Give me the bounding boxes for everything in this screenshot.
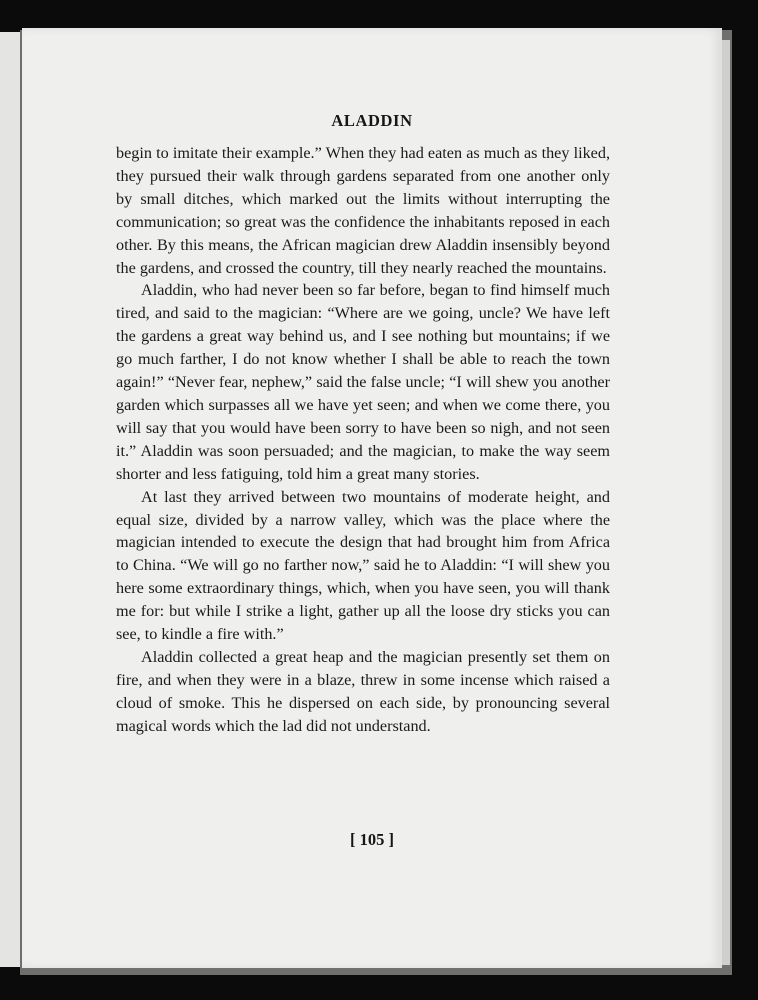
paragraph-1: begin to imitate their example.” When they had eaten as much as they liked, they pursued their walk through gardens separated from one another only by small ditches, which marked out the limits without interrupting the communication; so great was the confidence the inhabitants reposed in each other. By this means, the African magician drew Aladdin insensibly beyond the gardens, and crossed the country, till they nearly reached the mountains.: [116, 144, 610, 277]
page-number: [ 105 ]: [350, 830, 394, 849]
paragraph-2: Aladdin, who had never been so far before, began to find himself much tired, and said to the magician: “Where are we going, uncle? We have left the gardens a great way behind us, and I see nothing but mountains; if we go much farther, I do not know whether I shall be able to reach the town again!” “Never fear, nephew,” said the false uncle; “I will shew you another garden which surpasses all we have yet seen; and when we come there, you will say that you would have been sorry to have been so nigh, and not seen it.” Aladdin was soon persuaded; and the magician, to make the way seem shorter and less fatiguing, told him a great many stories.: [116, 281, 610, 483]
paragraph-4: Aladdin collected a great heap and the magician presently set them on fire, and when they were in a blaze, threw in some incense which raised a cloud of smoke. This he dispersed on each side, by pronouncing several magical words which the lad did not understand.: [116, 647, 610, 735]
body-text: [116, 142, 610, 738]
paragraph-3: At last they arrived between two mountains of moderate height, and equal size, divided by a narrow valley, which was the place where the magician intended to execute the design that had brought him from Africa to China. “We will go no farther now,” said he to Aladdin: “I will shew you here some extraordinary things, which, when you have seen, you will thank me for: but while I strike a light, gather up all the loose dry sticks you can see, to kindle a fire with.”: [116, 487, 610, 644]
running-head: ALADDIN: [331, 111, 413, 130]
book-page: [22, 28, 722, 968]
